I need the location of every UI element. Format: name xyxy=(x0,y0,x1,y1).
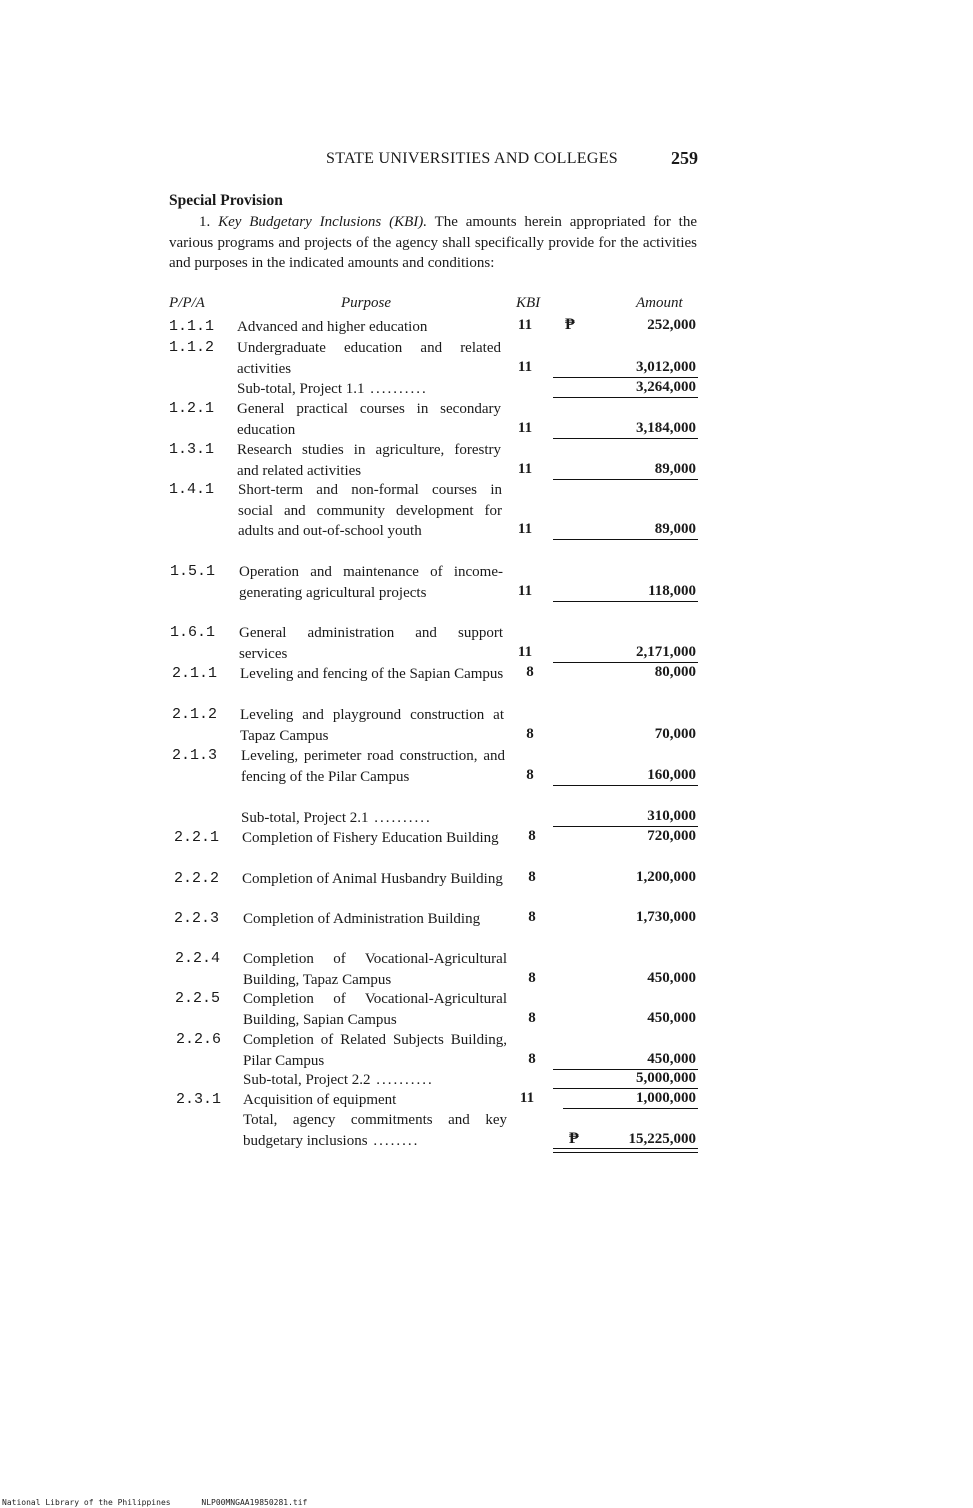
leader-dots: .......... xyxy=(364,381,428,397)
row-amount: 118,000 xyxy=(648,582,696,599)
column-header-purpose: Purpose xyxy=(341,295,391,311)
row-purpose: Sub-total, Project 1.1 .......... xyxy=(237,381,428,397)
leader-dots: .......... xyxy=(370,1072,434,1088)
row-code: 1.6.1 xyxy=(170,624,216,641)
row-purpose: Completion of Vocational-Agricultural Building, Tapaz Campus xyxy=(243,951,507,988)
row-amount: 720,000 xyxy=(647,828,696,844)
row-purpose: Advanced and higher education xyxy=(237,319,428,335)
amount-underline xyxy=(553,826,698,827)
row-kbi: 8 xyxy=(528,909,536,925)
row-purpose: Short-term and non-formal courses in social and community development for adults and out-of-school youth xyxy=(238,482,502,539)
peso-sign: ₱ xyxy=(565,316,575,333)
row-amount: 310,000 xyxy=(647,808,696,824)
row-kbi: 11 xyxy=(517,419,533,436)
amount-underline xyxy=(553,438,698,439)
row-code: 1.4.1 xyxy=(169,481,215,498)
row-kbi: 11 xyxy=(517,521,533,537)
column-header-ppa: P/P/A xyxy=(169,295,205,311)
amount-underline xyxy=(563,1108,698,1109)
row-amount: 252,000 xyxy=(647,317,696,333)
row-code: 2.3.1 xyxy=(176,1091,222,1108)
row-purpose: Operation and maintenance of income-generating agricultural projects xyxy=(239,564,503,601)
leader-dots: ........ xyxy=(367,1132,420,1149)
amount-underline xyxy=(553,1088,698,1089)
row-amount: 89,000 xyxy=(654,521,696,537)
row-purpose: General administration and support services xyxy=(239,625,503,662)
row-amount: 15,225,000 xyxy=(628,1130,696,1147)
amount-underline xyxy=(553,377,698,378)
row-code: 2.1.3 xyxy=(172,747,218,764)
row-code: 1.3.1 xyxy=(169,441,215,458)
row-purpose: Completion of Animal Husbandry Building xyxy=(242,871,503,887)
row-amount: 160,000 xyxy=(647,766,696,783)
row-purpose: Completion of Vocational-Agricultural Building, Sapian Campus xyxy=(243,991,507,1028)
row-code: 1.1.2 xyxy=(169,339,215,356)
amount-underline xyxy=(553,662,698,663)
row-amount: 3,012,000 xyxy=(636,358,696,375)
row-code: 1.2.1 xyxy=(169,400,215,417)
row-code: 2.2.1 xyxy=(174,829,220,846)
row-kbi: 8 xyxy=(526,725,534,742)
row-kbi: 8 xyxy=(526,664,534,680)
row-amount: 80,000 xyxy=(654,664,696,680)
row-amount: 1,000,000 xyxy=(636,1090,696,1106)
footer-library: National Library of the Philippines xyxy=(2,1498,171,1507)
total-double-rule-bottom xyxy=(553,1152,698,1153)
row-amount: 2,171,000 xyxy=(636,643,696,660)
amount-underline xyxy=(553,785,698,786)
row-purpose: Completion of Related Subjects Building, Pilar Campus xyxy=(243,1032,507,1069)
row-code: 2.1.1 xyxy=(172,665,218,682)
scan-footer xyxy=(2,1498,333,1507)
row-kbi: 11 xyxy=(517,317,533,333)
row-code: 1.1.1 xyxy=(169,318,215,335)
row-purpose: Research studies in agriculture, forestry and related activities xyxy=(237,442,501,479)
row-code: 2.2.6 xyxy=(176,1031,222,1048)
row-purpose: Total, agency commitments and key budgetary inclusions ........ xyxy=(243,1112,507,1149)
amount-underline xyxy=(553,397,698,398)
total-double-rule-top xyxy=(553,1148,698,1149)
row-purpose: Sub-total, Project 2.1 .......... xyxy=(241,810,432,826)
row-kbi: 11 xyxy=(517,358,533,375)
row-amount: 3,264,000 xyxy=(636,379,696,395)
row-kbi: 11 xyxy=(517,643,533,660)
row-amount: 450,000 xyxy=(647,969,696,986)
row-amount: 1,200,000 xyxy=(636,869,696,885)
row-code: 2.1.2 xyxy=(172,706,218,723)
row-kbi: 8 xyxy=(528,969,536,986)
special-provision-paragraph xyxy=(169,212,697,274)
para-text: The amounts herein appropriated for the various programs and projects of the agency shall specifically provide for the activities and purposes in the indicated amounts and conditions: xyxy=(169,214,698,272)
row-kbi: 11 xyxy=(517,582,533,599)
row-amount: 5,000,000 xyxy=(636,1070,696,1086)
row-purpose: Completion of Fishery Education Building xyxy=(242,830,499,846)
row-purpose: Leveling and playground construction at Tapaz Campus xyxy=(240,707,504,744)
row-amount: 450,000 xyxy=(647,1050,696,1067)
row-kbi: 11 xyxy=(519,1090,535,1106)
row-code: 2.2.3 xyxy=(174,910,220,927)
row-purpose: General practical courses in secondary education xyxy=(237,401,501,438)
row-purpose: Completion of Administration Building xyxy=(243,911,481,927)
page-number: 259 xyxy=(671,148,698,168)
footer-file-id: NLP00MNGAA19850281.tif xyxy=(201,1498,308,1507)
row-amount: 450,000 xyxy=(647,1009,696,1026)
row-amount: 1,730,000 xyxy=(636,909,696,925)
row-kbi: 8 xyxy=(528,1050,536,1067)
row-purpose: Sub-total, Project 2.2 .......... xyxy=(243,1072,434,1088)
row-amount: 89,000 xyxy=(654,460,696,477)
row-amount: 3,184,000 xyxy=(636,419,696,436)
row-code: 2.2.5 xyxy=(175,990,221,1007)
row-purpose: Undergraduate education and related activities xyxy=(237,340,501,377)
row-code: 2.2.2 xyxy=(174,870,220,887)
running-title: STATE UNIVERSITIES AND COLLEGES xyxy=(326,150,619,167)
running-header xyxy=(326,148,698,172)
leader-dots: .......... xyxy=(368,810,432,826)
peso-sign: ₱ xyxy=(569,1129,579,1147)
row-kbi: 8 xyxy=(528,1009,536,1026)
amount-underline xyxy=(553,539,698,540)
special-provision-title: Special Provision xyxy=(169,192,283,209)
row-kbi: 8 xyxy=(528,869,536,885)
row-kbi: 11 xyxy=(517,460,533,477)
row-kbi: 8 xyxy=(526,766,534,783)
row-kbi: 8 xyxy=(528,828,536,844)
amount-underline xyxy=(553,601,698,602)
row-code: 2.2.4 xyxy=(175,950,221,967)
row-purpose: Leveling, perimeter road construction, and fencing of the Pilar Campus xyxy=(241,748,505,785)
column-header-kbi: KBI xyxy=(516,295,541,311)
row-code: 1.5.1 xyxy=(170,563,216,580)
row-purpose: Acquisition of equipment xyxy=(243,1092,397,1108)
amount-underline xyxy=(553,479,698,480)
para-italic-heading: Key Budgetary Inclusions (KBI). xyxy=(218,214,427,230)
para-number: 1. xyxy=(199,214,211,230)
row-purpose: Leveling and fencing of the Sapian Campus xyxy=(240,666,504,682)
column-header-amount: Amount xyxy=(636,295,683,311)
row-amount: 70,000 xyxy=(654,725,696,742)
